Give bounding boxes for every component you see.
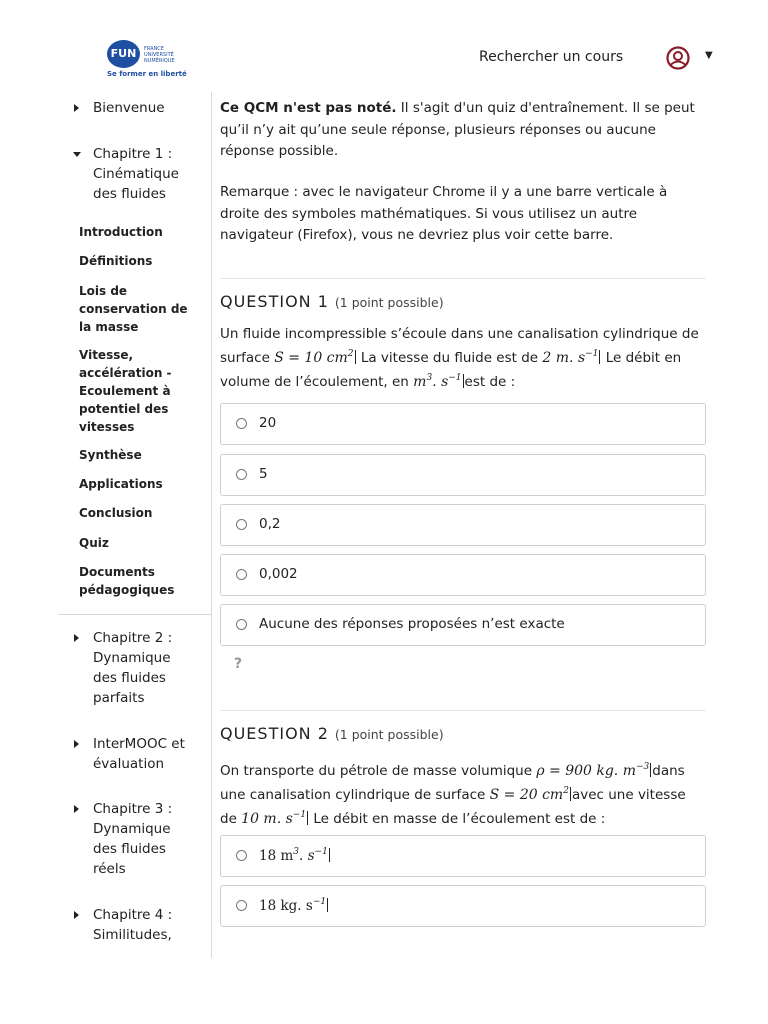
quiz-intro: Ce QCM n'est pas noté. Il s'agit d'un quiz d'entraînement. Il se peut qu’il n’y ait qu’une seule réponse, plusieurs réponses ou aucune réponse possible. (220, 100, 695, 159)
section-divider (220, 278, 706, 279)
fun-logo-tagline: Se former en liberté (107, 70, 187, 78)
question-2-text: On transporte du pétrole de masse volumique ρ = 900 kg. $m^{-3}$ dans une canalisation cylindrique de surface S = 20 $cm^2$ avec une vitesse de 10 m. $s^{-1}$ Le débit en masse de l’écoulement est de : (220, 762, 686, 827)
question-2-title: QUESTION 2 (1 point possible) (220, 724, 444, 743)
radio-button[interactable] (236, 469, 247, 480)
sidebar-item-definitions[interactable]: Définitions (79, 254, 153, 268)
question-1-choice[interactable]: 20 (220, 403, 706, 445)
expand-arrow-icon (74, 634, 79, 642)
math-caret (307, 811, 308, 825)
sidebar-item-quiz[interactable]: Quiz (79, 536, 109, 550)
radio-button[interactable] (236, 619, 247, 630)
sidebar-item-vitesse[interactable]: Vitesse, accélération - Ecoulement à potentiel des vitesses (79, 348, 172, 434)
user-menu-caret-icon[interactable]: ▼ (705, 50, 713, 61)
math-caret (355, 350, 356, 364)
question-1-title: QUESTION 1 (1 point possible) (220, 292, 444, 311)
question-1-choice[interactable]: 5 (220, 454, 706, 496)
sidebar-item-synthese[interactable]: Synthèse (79, 448, 142, 462)
question-1-choice[interactable]: 0,002 (220, 554, 706, 596)
fun-logo-badge: FUN (107, 40, 140, 68)
math-velocity: 10 m. $s^{-1}$ (241, 810, 307, 827)
browser-remark: Remarque : avec le navigateur Chrome il y a une barre verticale à droite des symboles mathématiques. Si vous utilisez un autre navigateur (Firefox), vous ne devriez plus voir cette barre. (220, 184, 668, 243)
sidebar-item-documents[interactable]: Documents pédagogiques (79, 565, 175, 597)
question-2-choice[interactable]: 18 $m^3$. $s^{-1}$ (220, 835, 706, 877)
sidebar-item-lois-conservation[interactable]: Lois de conservation de la masse (79, 284, 188, 334)
math-surface: S = 20 $cm^2$ (489, 786, 569, 803)
question-1-choice[interactable]: Aucune des réponses proposées n’est exacte (220, 604, 706, 646)
section-divider (220, 710, 706, 711)
radio-button[interactable] (236, 418, 247, 429)
sidebar-item-conclusion[interactable]: Conclusion (79, 506, 153, 520)
expand-arrow-icon (74, 740, 79, 748)
sidebar-item-applications[interactable]: Applications (79, 477, 163, 491)
sidebar-divider (58, 614, 212, 615)
user-account-icon[interactable] (665, 46, 691, 70)
fun-logo[interactable] (107, 40, 197, 80)
site-header (0, 0, 768, 92)
course-navigation-sidebar: Bienvenue Chapitre 1 : Cinématique des fluides Introduction Définitions Lois de conservation de la masse Vitesse, accélération - Ecoulement à potentiel des vitesses Synthèse Applications Conclusion Quiz Documents pédagogiques Chapitre 2 : Dynamique des fluides parfaits InterMOOC et évaluation Chapitre 3 : Dynamique des fluides réels Chapitre 4 : Similitudes, (58, 92, 212, 958)
math-caret (570, 787, 571, 801)
hint-icon[interactable]: ? (234, 656, 243, 672)
expand-arrow-icon (74, 805, 79, 813)
expand-arrow-icon (74, 104, 79, 112)
question-2-choice[interactable]: 18 kg. $s^{-1}$ (220, 885, 706, 927)
math-surface: S = 10 $cm^2$ (274, 349, 354, 366)
ungraded-notice: Ce QCM n'est pas noté. (220, 100, 397, 116)
search-courses-link[interactable]: Rechercher un cours (479, 49, 624, 65)
question-1-choice[interactable]: 0,2 (220, 504, 706, 546)
math-unit: $m^3$. $s^{-1}$ (413, 373, 462, 390)
radio-button[interactable] (236, 900, 247, 911)
radio-button[interactable] (236, 850, 247, 861)
fun-logo-text: FRANCE UNIVERSITÉ NUMÉRIQUE (144, 46, 175, 64)
question-1-text: Un fluide incompressible s’écoule dans une canalisation cylindrique de surface S = 10 $cm^2$ La vitesse du fluide est de 2 m. $s^{-1}$ Le débit en volume de l’écoulement, en $m^3$. $s^{-1}$ est de : (220, 326, 699, 390)
math-velocity: 2 m. $s^{-1}$ (542, 349, 599, 366)
math-density: ρ = 900 kg. $m^{-3}$ (536, 762, 650, 779)
expand-arrow-icon (74, 911, 79, 919)
collapse-arrow-icon (73, 152, 81, 157)
radio-button[interactable] (236, 519, 247, 530)
radio-button[interactable] (236, 569, 247, 580)
sidebar-item-introduction[interactable]: Introduction (79, 225, 163, 239)
math-caret (463, 374, 464, 388)
